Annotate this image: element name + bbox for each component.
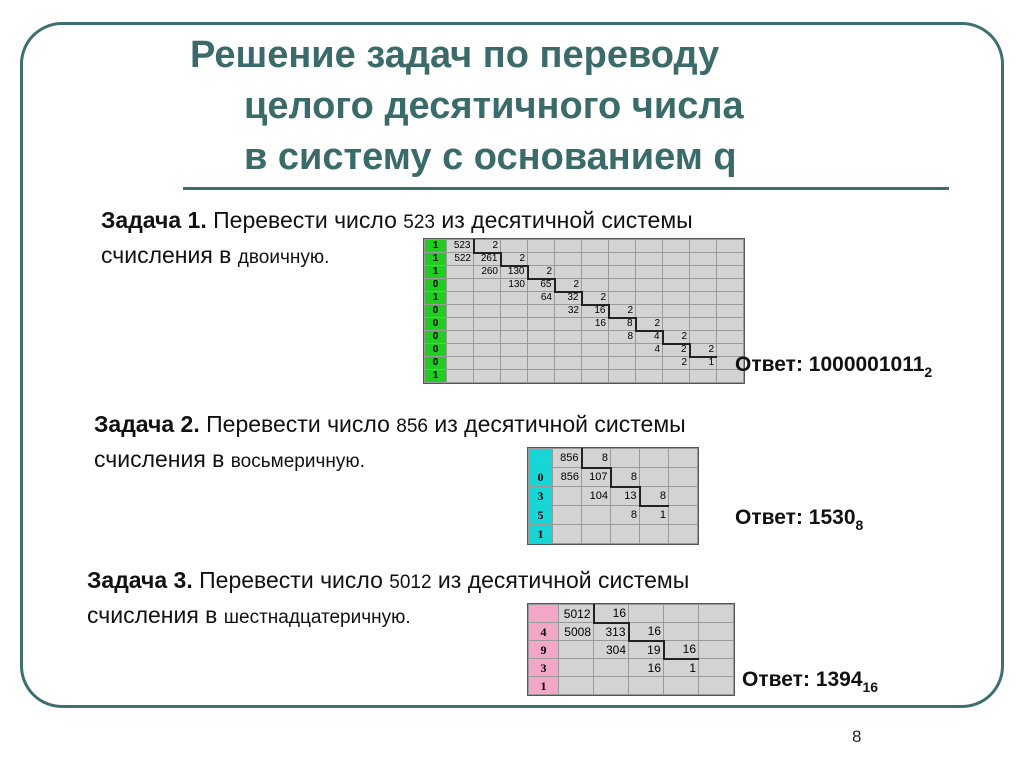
table-cell bbox=[717, 292, 744, 305]
answer-label: Ответ: bbox=[735, 506, 809, 529]
table-cell bbox=[717, 253, 744, 266]
table-cell bbox=[447, 279, 474, 292]
table-cell: 8 bbox=[582, 449, 611, 468]
table-cell: 2 bbox=[501, 253, 528, 266]
remainder-digit-cell: 0 bbox=[529, 468, 553, 487]
remainder-digit-cell: 0 bbox=[425, 279, 447, 292]
table-cell: 130 bbox=[501, 279, 528, 292]
answer-value: 1000001011 bbox=[808, 353, 925, 376]
table-cell bbox=[528, 357, 555, 370]
remainder-digit-cell: 3 bbox=[529, 487, 553, 506]
task-1-target-system: двоичную. bbox=[237, 247, 330, 268]
table-cell bbox=[636, 370, 663, 383]
remainder-digit-cell: 0 bbox=[425, 305, 447, 318]
table-cell bbox=[663, 318, 690, 331]
task-2-line2-a: счисления в bbox=[94, 446, 231, 472]
table-cell bbox=[559, 659, 594, 677]
table-cell bbox=[629, 605, 664, 623]
remainder-digit-cell: 1 bbox=[425, 370, 447, 383]
division-table-2 bbox=[527, 447, 699, 545]
table-cell bbox=[501, 331, 528, 344]
task-3-text-b: из десятичной системы bbox=[431, 567, 690, 593]
table-cell: 2 bbox=[609, 305, 636, 318]
table-cell bbox=[609, 370, 636, 383]
task-3-line2-a: счисления в bbox=[87, 602, 224, 628]
title-line-2: целого десятичного числа bbox=[244, 85, 744, 127]
table-cell bbox=[699, 659, 734, 677]
table-cell: 4 bbox=[636, 331, 663, 344]
table-cell bbox=[555, 240, 582, 253]
table-cell bbox=[582, 240, 609, 253]
table-cell bbox=[582, 266, 609, 279]
table-cell bbox=[594, 677, 629, 695]
table-cell: 8 bbox=[611, 468, 640, 487]
table-cell bbox=[528, 344, 555, 357]
table-cell bbox=[582, 253, 609, 266]
table-cell bbox=[474, 344, 501, 357]
table-row bbox=[529, 641, 734, 659]
table-cell: 313 bbox=[594, 623, 629, 641]
table-cell bbox=[663, 370, 690, 383]
task-2-text-b: из десятичной системы bbox=[427, 411, 686, 437]
table-cell: 16 bbox=[582, 318, 609, 331]
table-cell bbox=[553, 525, 582, 544]
table-cell bbox=[629, 677, 664, 695]
task-3-target-system: шестнадцатеричную. bbox=[223, 607, 411, 628]
table-row bbox=[425, 344, 744, 357]
table-cell: 2 bbox=[663, 344, 690, 357]
table-cell bbox=[717, 305, 744, 318]
table-cell: 2 bbox=[690, 344, 717, 357]
table-cell bbox=[474, 357, 501, 370]
answer-value: 1394 bbox=[815, 668, 863, 691]
table-cell bbox=[582, 525, 611, 544]
table-cell bbox=[555, 370, 582, 383]
table-cell: 4 bbox=[636, 344, 663, 357]
table-row bbox=[529, 623, 734, 641]
table-cell bbox=[555, 331, 582, 344]
table-cell bbox=[447, 292, 474, 305]
slide-title bbox=[190, 30, 890, 183]
table-cell bbox=[669, 468, 698, 487]
task-1-number: 523 bbox=[403, 212, 435, 233]
table-cell bbox=[553, 506, 582, 525]
answer-value: 1530 bbox=[808, 506, 856, 529]
answer-base: 16 bbox=[862, 679, 879, 695]
table-cell bbox=[447, 318, 474, 331]
table-cell bbox=[582, 506, 611, 525]
table-cell bbox=[717, 240, 744, 253]
table-row bbox=[425, 266, 744, 279]
remainder-digit-cell: 0 bbox=[425, 357, 447, 370]
table-cell bbox=[582, 331, 609, 344]
table-row bbox=[529, 659, 734, 677]
table-cell bbox=[663, 279, 690, 292]
table-cell bbox=[501, 344, 528, 357]
table-cell: 5012 bbox=[559, 605, 594, 623]
table-cell bbox=[582, 279, 609, 292]
remainder-digit-cell: 0 bbox=[425, 318, 447, 331]
table-cell bbox=[528, 331, 555, 344]
table-cell bbox=[501, 240, 528, 253]
table-cell: 64 bbox=[528, 292, 555, 305]
answer-label: Ответ: bbox=[735, 353, 809, 376]
table-cell: 1 bbox=[690, 357, 717, 370]
answer-base: 8 bbox=[855, 517, 864, 533]
table-cell: 8 bbox=[640, 487, 669, 506]
task-2-target-system: восьмеричную. bbox=[230, 451, 365, 472]
table-row bbox=[425, 318, 744, 331]
table-cell bbox=[553, 487, 582, 506]
table-cell bbox=[690, 253, 717, 266]
remainder-digit-cell: 3 bbox=[529, 659, 559, 677]
table-cell bbox=[636, 266, 663, 279]
table-cell bbox=[663, 253, 690, 266]
table-cell bbox=[609, 292, 636, 305]
table-cell bbox=[699, 641, 734, 659]
table-cell bbox=[501, 305, 528, 318]
table-row bbox=[529, 605, 734, 623]
table-row bbox=[425, 279, 744, 292]
table-cell: 2 bbox=[636, 318, 663, 331]
table-cell: 304 bbox=[594, 641, 629, 659]
table-cell: 261 bbox=[474, 253, 501, 266]
table-cell: 16 bbox=[594, 605, 629, 623]
table-row bbox=[425, 292, 744, 305]
table-cell bbox=[717, 279, 744, 292]
remainder-digit-cell bbox=[529, 449, 553, 468]
table-cell bbox=[447, 344, 474, 357]
table-cell: 8 bbox=[609, 331, 636, 344]
remainder-digit-cell: 1 bbox=[425, 253, 447, 266]
table-cell bbox=[690, 370, 717, 383]
table-cell: 104 bbox=[582, 487, 611, 506]
table-cell: 107 bbox=[582, 468, 611, 487]
table-cell bbox=[582, 344, 609, 357]
table-cell bbox=[555, 357, 582, 370]
table-cell: 2 bbox=[474, 240, 501, 253]
task-2-label: Задача 2. bbox=[94, 411, 200, 437]
remainder-digit-cell: 5 bbox=[529, 506, 553, 525]
remainder-digit-cell bbox=[529, 605, 559, 623]
table-cell bbox=[501, 370, 528, 383]
table-cell bbox=[690, 292, 717, 305]
remainder-digit-cell: 1 bbox=[529, 525, 553, 544]
table-cell bbox=[447, 305, 474, 318]
table-cell bbox=[663, 292, 690, 305]
table-cell: 2 bbox=[555, 279, 582, 292]
table-row bbox=[425, 331, 744, 344]
table-row bbox=[529, 487, 698, 506]
table-cell bbox=[640, 525, 669, 544]
table-cell: 32 bbox=[555, 305, 582, 318]
table-cell bbox=[555, 318, 582, 331]
task-1-line2-a: счисления в bbox=[101, 242, 238, 268]
table-cell bbox=[609, 253, 636, 266]
table-cell bbox=[474, 305, 501, 318]
task-3-text-a: Перевести число bbox=[192, 567, 390, 593]
table-cell bbox=[528, 240, 555, 253]
table-cell bbox=[663, 240, 690, 253]
division-table-3 bbox=[527, 603, 735, 696]
table-cell bbox=[559, 677, 594, 695]
task-3-answer bbox=[742, 668, 878, 695]
table-cell: 13 bbox=[611, 487, 640, 506]
table-row bbox=[529, 449, 698, 468]
table-cell bbox=[636, 305, 663, 318]
table-cell bbox=[528, 370, 555, 383]
table-cell bbox=[501, 292, 528, 305]
table-row bbox=[425, 370, 744, 383]
remainder-digit-cell: 1 bbox=[425, 292, 447, 305]
table-cell bbox=[474, 331, 501, 344]
table-cell: 2 bbox=[663, 357, 690, 370]
table-cell bbox=[501, 318, 528, 331]
task-1-text-a: Перевести число bbox=[206, 207, 404, 233]
table-cell bbox=[447, 357, 474, 370]
table-cell bbox=[611, 449, 640, 468]
table-cell: 16 bbox=[629, 623, 664, 641]
table-cell: 2 bbox=[582, 292, 609, 305]
answer-label: Ответ: bbox=[742, 668, 816, 691]
table-cell: 2 bbox=[663, 331, 690, 344]
table-cell: 16 bbox=[582, 305, 609, 318]
table-cell bbox=[669, 449, 698, 468]
table-cell bbox=[609, 344, 636, 357]
table-cell bbox=[690, 305, 717, 318]
table-cell bbox=[664, 677, 699, 695]
page-number: 8 bbox=[852, 727, 862, 746]
table-cell bbox=[690, 240, 717, 253]
table-cell bbox=[609, 266, 636, 279]
remainder-digit-cell: 0 bbox=[425, 331, 447, 344]
table-cell: 8 bbox=[609, 318, 636, 331]
table-cell bbox=[609, 279, 636, 292]
table-cell bbox=[474, 279, 501, 292]
table-cell: 2 bbox=[528, 266, 555, 279]
table-cell: 32 bbox=[555, 292, 582, 305]
table-cell bbox=[664, 605, 699, 623]
table-cell: 522 bbox=[447, 253, 474, 266]
table-cell bbox=[690, 279, 717, 292]
remainder-digit-cell: 9 bbox=[529, 641, 559, 659]
task-3-label: Задача 3. bbox=[87, 567, 193, 593]
table-row bbox=[529, 677, 734, 695]
table-cell bbox=[669, 487, 698, 506]
remainder-digit-cell: 1 bbox=[425, 240, 447, 253]
table-cell bbox=[609, 240, 636, 253]
table-cell bbox=[611, 525, 640, 544]
table-cell bbox=[717, 331, 744, 344]
table-cell bbox=[582, 370, 609, 383]
table-cell: 65 bbox=[528, 279, 555, 292]
table-cell bbox=[609, 357, 636, 370]
title-line-3: в систему с основанием q bbox=[244, 136, 737, 178]
table-cell bbox=[690, 266, 717, 279]
table-cell: 856 bbox=[553, 449, 582, 468]
table-cell bbox=[555, 253, 582, 266]
table-cell bbox=[636, 357, 663, 370]
table-cell bbox=[447, 331, 474, 344]
table-cell bbox=[528, 318, 555, 331]
table-cell: 1 bbox=[664, 659, 699, 677]
task-1-label: Задача 1. bbox=[101, 207, 207, 233]
table-cell: 8 bbox=[611, 506, 640, 525]
remainder-digit-cell: 4 bbox=[529, 623, 559, 641]
task-2-answer bbox=[735, 506, 863, 533]
table-cell bbox=[699, 623, 734, 641]
table-row bbox=[529, 525, 698, 544]
task-3-number: 5012 bbox=[389, 572, 432, 593]
table-cell bbox=[717, 266, 744, 279]
table-row bbox=[529, 468, 698, 487]
remainder-digit-cell: 0 bbox=[425, 344, 447, 357]
table-cell bbox=[663, 266, 690, 279]
task-1-text-b: из десятичной системы bbox=[434, 207, 693, 233]
table-cell bbox=[669, 525, 698, 544]
remainder-digit-cell: 1 bbox=[425, 266, 447, 279]
table-cell: 16 bbox=[629, 659, 664, 677]
table-cell bbox=[664, 623, 699, 641]
table-cell bbox=[690, 318, 717, 331]
title-divider bbox=[183, 187, 949, 190]
table-cell bbox=[474, 318, 501, 331]
table-cell bbox=[640, 449, 669, 468]
answer-base: 2 bbox=[924, 364, 933, 380]
table-cell bbox=[636, 240, 663, 253]
table-cell bbox=[474, 292, 501, 305]
table-cell: 5008 bbox=[559, 623, 594, 641]
table-cell: 523 bbox=[447, 240, 474, 253]
table-cell: 260 bbox=[474, 266, 501, 279]
table-row bbox=[425, 305, 744, 318]
table-row bbox=[425, 240, 744, 253]
table-cell: 19 bbox=[629, 641, 664, 659]
table-cell bbox=[663, 305, 690, 318]
table-row bbox=[425, 357, 744, 370]
table-cell bbox=[582, 357, 609, 370]
table-cell bbox=[717, 318, 744, 331]
table-row bbox=[529, 506, 698, 525]
table-cell bbox=[447, 266, 474, 279]
table-cell bbox=[555, 266, 582, 279]
table-cell bbox=[528, 253, 555, 266]
table-cell bbox=[636, 292, 663, 305]
task-2-number: 856 bbox=[396, 416, 428, 437]
table-cell bbox=[528, 305, 555, 318]
task-2-text-a: Перевести число bbox=[199, 411, 397, 437]
table-cell bbox=[474, 370, 501, 383]
table-cell: 1 bbox=[640, 506, 669, 525]
table-cell: 16 bbox=[664, 641, 699, 659]
table-cell bbox=[690, 331, 717, 344]
table-cell bbox=[640, 468, 669, 487]
table-cell bbox=[699, 605, 734, 623]
table-cell bbox=[636, 253, 663, 266]
title-line-1: Решение задач по переводу bbox=[190, 34, 720, 76]
table-cell bbox=[636, 279, 663, 292]
table-cell bbox=[501, 357, 528, 370]
remainder-digit-cell: 1 bbox=[529, 677, 559, 695]
table-cell bbox=[555, 344, 582, 357]
table-cell: 856 bbox=[553, 468, 582, 487]
table-row bbox=[425, 253, 744, 266]
table-cell bbox=[559, 641, 594, 659]
division-table-1 bbox=[423, 238, 745, 384]
task-1-answer bbox=[735, 353, 932, 380]
table-cell bbox=[447, 370, 474, 383]
table-cell bbox=[669, 506, 698, 525]
table-cell bbox=[594, 659, 629, 677]
table-cell: 130 bbox=[501, 266, 528, 279]
table-cell bbox=[699, 677, 734, 695]
